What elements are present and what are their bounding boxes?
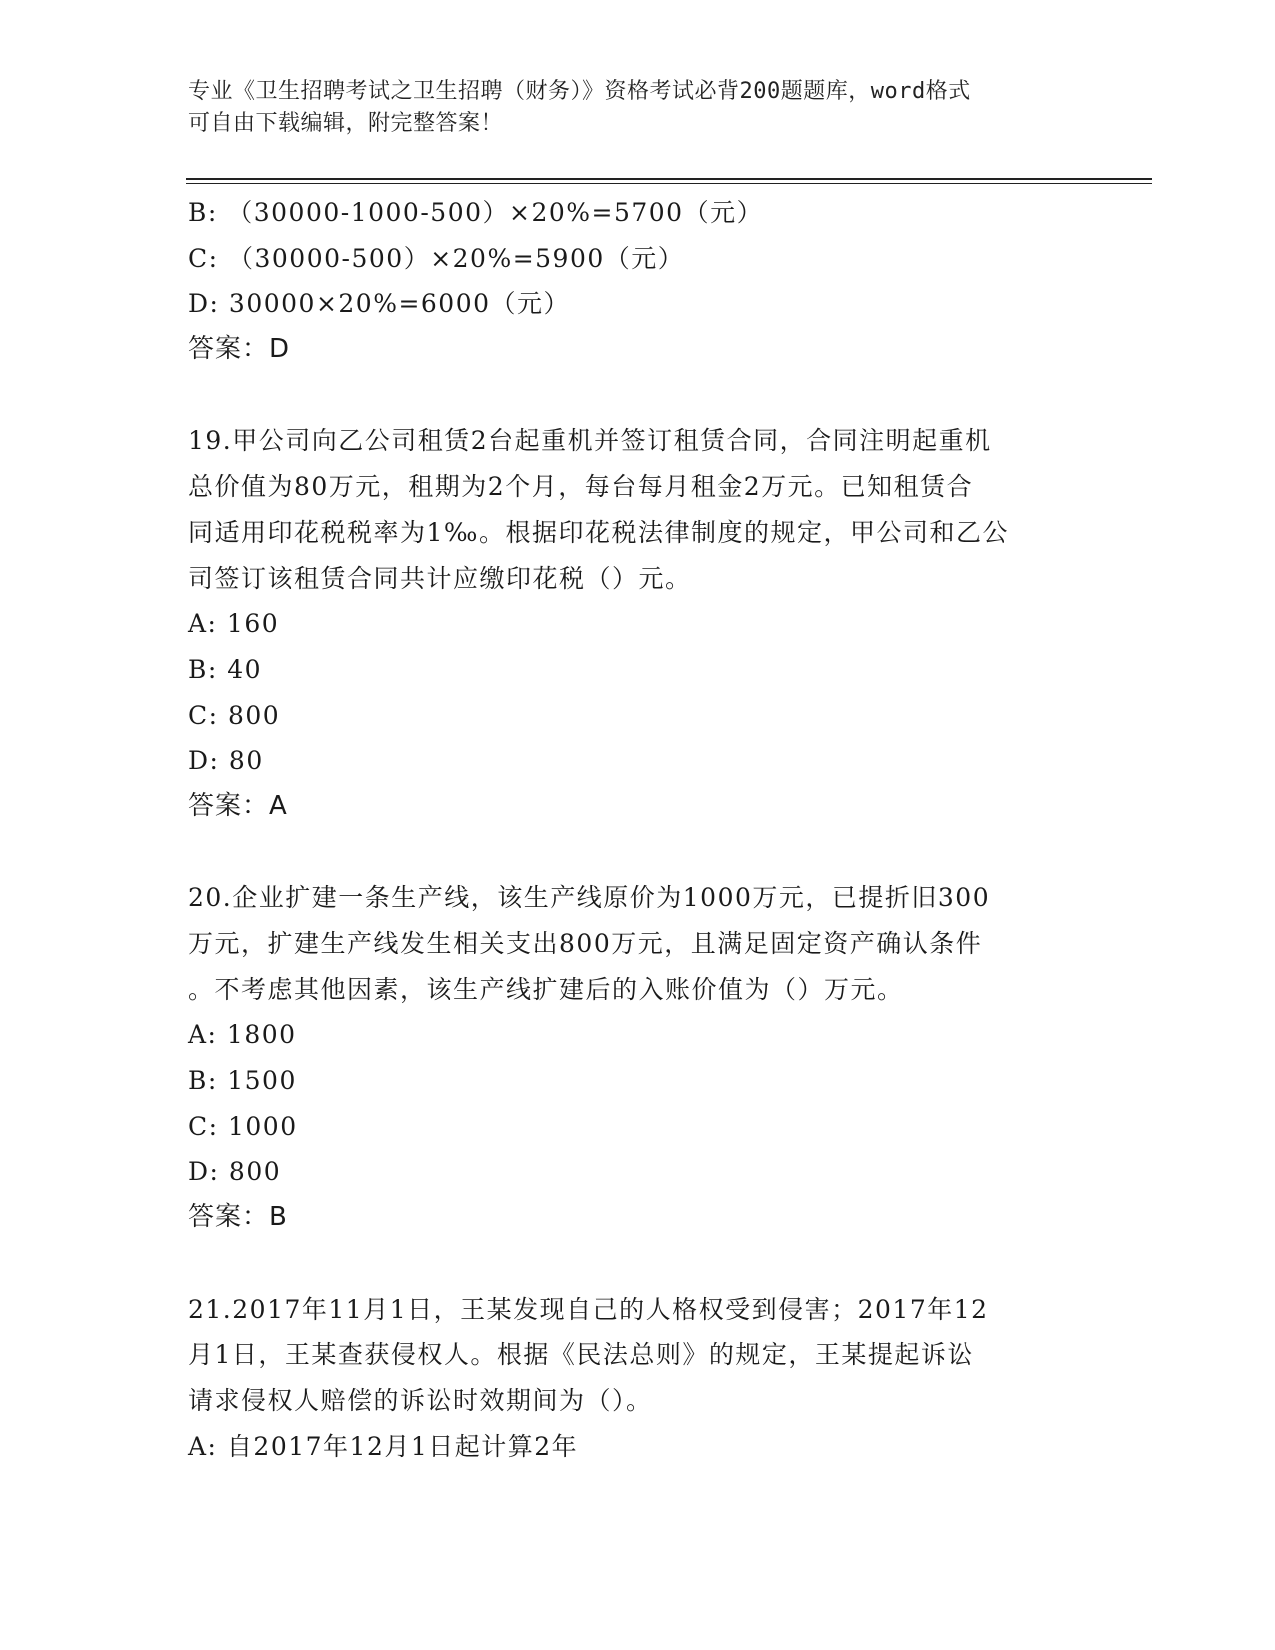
header-divider-thin (186, 183, 1152, 184)
question-18-continued (188, 190, 1088, 373)
answer: 答案：A (188, 790, 288, 821)
header-line-1: 专业《卫生招聘考试之卫生招聘（财务）》资格考试必背200题题库，word格式 (188, 79, 971, 104)
answer: 答案：B (188, 1202, 288, 1233)
option-b: B: 1500 (188, 1066, 297, 1096)
spacer (188, 373, 1088, 419)
question-stem-line: 。不考虑其他因素，该生产线扩建后的入账价值为（）万元。 (188, 974, 904, 1004)
question-stem-line: 万元，扩建生产线发生相关支出800万元，且满足固定资产确认条件 (188, 929, 983, 958)
header-divider-thick (186, 178, 1152, 180)
option-d: D: 800 (188, 1157, 282, 1187)
header-line-2: 可自由下载编辑，附完整答案！ (188, 111, 504, 136)
question-stem-line: 同适用印花税税率为1‰。根据印花税法律制度的规定，甲公司和乙公 (188, 517, 1009, 547)
question-stem-line: 19.甲公司向乙公司租赁2台起重机并签订租赁合同，合同注明起重机 (188, 426, 992, 456)
question-stem-line: 司签订该租赁合同共计应缴印花税（）元。 (188, 563, 692, 593)
spacer (188, 830, 1088, 876)
option-d: D: 80 (188, 746, 264, 776)
question-stem-line: 请求侵权人赔偿的诉讼时效期间为（）。 (188, 1385, 653, 1415)
document-header (188, 76, 1088, 140)
option-b: B: 40 (188, 654, 263, 684)
question-stem-line: 20.企业扩建一条生产线，该生产线原价为1000万元，已提折旧300 (188, 883, 991, 913)
question-stem-line: 总价值为80万元，租期为2个月，每台每月租金2万元。已知租赁合 (188, 472, 974, 502)
question-stem-line: 21.2017年11月1日，王某发现自己的人格权受到侵害；2017年12 (188, 1294, 989, 1324)
option-c: C: （30000-500）×20%=5900（元） (188, 243, 685, 273)
answer: 答案：D (188, 334, 291, 365)
option-c: C: 800 (188, 700, 281, 730)
option-a: A: 160 (188, 609, 280, 639)
question-20 (188, 875, 1088, 1241)
question-19 (188, 418, 1088, 829)
question-stem-line: 月1日，王某查获侵权人。根据《民法总则》的规定，王某提起诉讼 (188, 1340, 974, 1370)
option-a: A: 1800 (188, 1020, 297, 1050)
spacer (188, 1241, 1088, 1287)
option-a: A: 自2017年12月1日起计算2年 (188, 1431, 579, 1461)
option-c: C: 1000 (188, 1111, 298, 1141)
option-d: D: 30000×20%=6000（元） (188, 289, 571, 319)
question-21 (188, 1287, 1088, 1470)
document-body (188, 190, 1088, 1469)
option-b: B: （30000-1000-500）×20%=5700（元） (188, 198, 764, 227)
